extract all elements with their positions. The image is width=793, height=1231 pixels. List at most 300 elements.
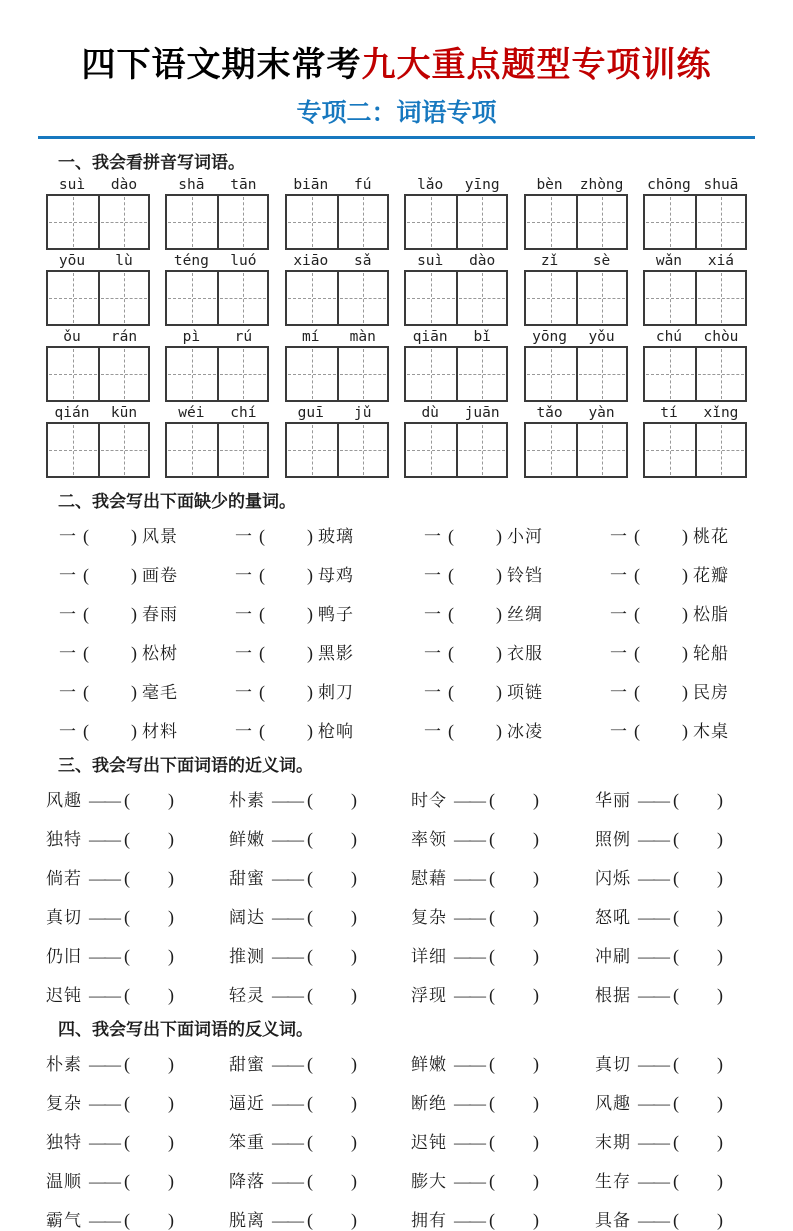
pinyin-labels bbox=[165, 177, 269, 193]
prompt-word: 鲜嫩 bbox=[229, 830, 265, 850]
open-paren: ( bbox=[259, 565, 265, 586]
writing-cell bbox=[167, 424, 217, 476]
dash: —— bbox=[454, 1211, 484, 1231]
antonym-item bbox=[229, 1089, 411, 1114]
pinyin-labels bbox=[643, 253, 747, 269]
close-paren: ) bbox=[168, 907, 174, 928]
prompt-word: 风趣 bbox=[595, 1094, 631, 1114]
prompt-word: 怒吼 bbox=[595, 908, 631, 928]
close-paren: ) bbox=[351, 907, 357, 928]
dash: —— bbox=[454, 791, 484, 811]
writing-box bbox=[165, 422, 269, 478]
open-paren: ( bbox=[259, 643, 265, 664]
dash: —— bbox=[89, 830, 119, 850]
section4-heading: 四、我会写出下面词语的反义词。 bbox=[58, 1020, 313, 1040]
pinyin-syllable: rán bbox=[110, 329, 138, 346]
open-paren: ( bbox=[307, 907, 313, 928]
prompt-word: 华丽 bbox=[595, 791, 631, 811]
writing-box bbox=[285, 346, 389, 402]
pinyin-syllable: suì bbox=[58, 177, 86, 194]
antonym-item bbox=[595, 1167, 747, 1192]
writing-cell bbox=[167, 196, 217, 248]
item-prefix: 一 bbox=[424, 722, 441, 742]
open-paren: ( bbox=[489, 985, 495, 1006]
measure-word-item bbox=[59, 717, 235, 742]
synonym-grid bbox=[46, 786, 747, 1006]
synonym-item bbox=[411, 825, 595, 850]
pinyin-syllable: wǎn bbox=[655, 253, 683, 270]
item-prefix: 一 bbox=[235, 527, 252, 547]
prompt-word: 照例 bbox=[595, 830, 631, 850]
open-paren: ( bbox=[489, 829, 495, 850]
pinyin-syllable: rú bbox=[234, 329, 253, 346]
close-paren: ) bbox=[131, 721, 137, 742]
open-paren: ( bbox=[307, 868, 313, 889]
pinyin-syllable: fú bbox=[354, 177, 372, 194]
measure-word-item bbox=[610, 717, 747, 742]
prompt-word: 迟钝 bbox=[46, 986, 82, 1006]
dash: —— bbox=[638, 1055, 668, 1075]
pinyin-syllable: tǎo bbox=[536, 405, 563, 422]
pinyin-word-group bbox=[46, 177, 150, 250]
measure-word-noun: 铃铛 bbox=[507, 566, 543, 586]
prompt-word: 慰藉 bbox=[411, 869, 447, 889]
measure-word-item bbox=[59, 678, 235, 703]
pinyin-labels bbox=[643, 177, 747, 193]
open-paren: ( bbox=[307, 1054, 313, 1075]
open-paren: ( bbox=[489, 1093, 495, 1114]
writing-cell bbox=[337, 196, 387, 248]
writing-cell bbox=[406, 196, 456, 248]
close-paren: ) bbox=[168, 1093, 174, 1114]
measure-word-noun: 花瓣 bbox=[693, 566, 729, 586]
dash: —— bbox=[89, 908, 119, 928]
item-prefix: 一 bbox=[424, 566, 441, 586]
open-paren: ( bbox=[124, 946, 130, 967]
writing-box bbox=[404, 422, 508, 478]
measure-word-item bbox=[424, 561, 610, 586]
measure-word-noun: 轮船 bbox=[693, 644, 729, 664]
close-paren: ) bbox=[533, 868, 539, 889]
measure-word-item bbox=[235, 522, 424, 547]
writing-cell bbox=[695, 272, 745, 324]
writing-cell bbox=[337, 348, 387, 400]
pinyin-syllable: téng bbox=[173, 253, 209, 270]
dash: —— bbox=[638, 1094, 668, 1114]
pinyin-syllable: guī bbox=[297, 405, 324, 422]
measure-word-noun: 春雨 bbox=[142, 605, 178, 625]
measure-word-item bbox=[235, 639, 424, 664]
prompt-word: 冲刷 bbox=[595, 947, 631, 967]
pinyin-word-group bbox=[524, 253, 628, 326]
item-prefix: 一 bbox=[235, 683, 252, 703]
pinyin-row bbox=[46, 177, 747, 250]
close-paren: ) bbox=[307, 643, 313, 664]
prompt-word: 朴素 bbox=[46, 1055, 82, 1075]
prompt-word: 风趣 bbox=[46, 791, 82, 811]
section2-heading: 二、我会写出下面缺少的量词。 bbox=[58, 492, 296, 512]
measure-word-noun: 刺刀 bbox=[318, 683, 354, 703]
prompt-word: 倘若 bbox=[46, 869, 82, 889]
measure-word-item bbox=[424, 522, 610, 547]
close-paren: ) bbox=[307, 565, 313, 586]
pinyin-syllable: qiān bbox=[412, 329, 448, 346]
close-paren: ) bbox=[168, 946, 174, 967]
open-paren: ( bbox=[307, 1093, 313, 1114]
close-paren: ) bbox=[131, 526, 137, 547]
synonym-item bbox=[411, 903, 595, 928]
dash: —— bbox=[638, 986, 668, 1006]
pinyin-labels bbox=[404, 253, 508, 269]
pinyin-syllable: lù bbox=[115, 253, 133, 270]
measure-word-item bbox=[610, 639, 747, 664]
prompt-word: 甜蜜 bbox=[229, 1055, 265, 1075]
pinyin-syllable: yīng bbox=[464, 177, 500, 194]
close-paren: ) bbox=[351, 1132, 357, 1153]
antonym-item bbox=[229, 1167, 411, 1192]
close-paren: ) bbox=[307, 721, 313, 742]
pinyin-syllable: pì bbox=[182, 329, 201, 346]
open-paren: ( bbox=[83, 682, 89, 703]
open-paren: ( bbox=[307, 829, 313, 850]
open-paren: ( bbox=[673, 946, 679, 967]
open-paren: ( bbox=[124, 1210, 130, 1231]
measure-word-noun: 桃花 bbox=[693, 527, 729, 547]
close-paren: ) bbox=[682, 721, 688, 742]
open-paren: ( bbox=[307, 1132, 313, 1153]
open-paren: ( bbox=[307, 985, 313, 1006]
antonym-item bbox=[595, 1128, 747, 1153]
item-prefix: 一 bbox=[235, 605, 252, 625]
dash: —— bbox=[272, 791, 302, 811]
close-paren: ) bbox=[717, 907, 723, 928]
writing-cell bbox=[98, 272, 148, 324]
antonym-item bbox=[46, 1167, 229, 1192]
writing-cell bbox=[526, 424, 576, 476]
close-paren: ) bbox=[168, 1132, 174, 1153]
open-paren: ( bbox=[673, 907, 679, 928]
close-paren: ) bbox=[168, 1171, 174, 1192]
measure-word-noun: 衣服 bbox=[507, 644, 543, 664]
close-paren: ) bbox=[168, 868, 174, 889]
writing-box bbox=[285, 422, 389, 478]
close-paren: ) bbox=[682, 643, 688, 664]
measure-word-noun: 枪响 bbox=[318, 722, 354, 742]
measure-word-noun: 画卷 bbox=[142, 566, 178, 586]
pinyin-labels bbox=[404, 405, 508, 421]
pinyin-syllable: zǐ bbox=[540, 253, 559, 270]
open-paren: ( bbox=[124, 907, 130, 928]
close-paren: ) bbox=[496, 682, 502, 703]
close-paren: ) bbox=[533, 1093, 539, 1114]
open-paren: ( bbox=[489, 868, 495, 889]
open-paren: ( bbox=[634, 682, 640, 703]
open-paren: ( bbox=[673, 1210, 679, 1231]
measure-word-noun: 小河 bbox=[507, 527, 543, 547]
dash: —— bbox=[454, 1133, 484, 1153]
writing-cell bbox=[48, 348, 98, 400]
open-paren: ( bbox=[83, 526, 89, 547]
close-paren: ) bbox=[496, 526, 502, 547]
section-pinyin bbox=[46, 148, 747, 478]
writing-box bbox=[285, 194, 389, 250]
prompt-word: 断绝 bbox=[411, 1094, 447, 1114]
writing-box bbox=[404, 194, 508, 250]
antonym-item bbox=[229, 1128, 411, 1153]
dash: —— bbox=[89, 986, 119, 1006]
writing-box bbox=[524, 194, 628, 250]
dash: —— bbox=[638, 1211, 668, 1231]
open-paren: ( bbox=[489, 1132, 495, 1153]
measure-word-item bbox=[424, 717, 610, 742]
dash: —— bbox=[272, 1055, 302, 1075]
synonym-item bbox=[46, 903, 229, 928]
pinyin-labels bbox=[46, 253, 150, 269]
pinyin-word-group bbox=[524, 405, 628, 478]
prompt-word: 详细 bbox=[411, 947, 447, 967]
dash: —— bbox=[638, 830, 668, 850]
close-paren: ) bbox=[717, 790, 723, 811]
close-paren: ) bbox=[717, 1132, 723, 1153]
pinyin-word-group bbox=[285, 405, 389, 478]
measure-word-item bbox=[59, 600, 235, 625]
pinyin-syllable: chòu bbox=[703, 329, 739, 346]
close-paren: ) bbox=[168, 985, 174, 1006]
prompt-word: 降落 bbox=[229, 1172, 265, 1192]
item-prefix: 一 bbox=[610, 722, 627, 742]
pinyin-syllable: biān bbox=[293, 177, 329, 194]
measure-word-item bbox=[235, 600, 424, 625]
antonym-item bbox=[411, 1089, 595, 1114]
pinyin-word-group bbox=[285, 329, 389, 402]
open-paren: ( bbox=[124, 1093, 130, 1114]
measure-word-item bbox=[610, 522, 747, 547]
synonym-item bbox=[411, 981, 595, 1006]
dash: —— bbox=[454, 869, 484, 889]
pinyin-labels bbox=[524, 405, 628, 421]
pinyin-syllable: lǎo bbox=[417, 177, 444, 194]
open-paren: ( bbox=[673, 985, 679, 1006]
pinyin-syllable: suì bbox=[417, 253, 444, 270]
close-paren: ) bbox=[351, 1210, 357, 1231]
item-prefix: 一 bbox=[59, 683, 76, 703]
pinyin-word-group bbox=[404, 405, 508, 478]
close-paren: ) bbox=[351, 985, 357, 1006]
antonym-item bbox=[411, 1167, 595, 1192]
synonym-item bbox=[229, 825, 411, 850]
measure-word-noun: 松树 bbox=[142, 644, 178, 664]
open-paren: ( bbox=[448, 643, 454, 664]
close-paren: ) bbox=[131, 565, 137, 586]
pinyin-labels bbox=[643, 329, 747, 345]
open-paren: ( bbox=[448, 721, 454, 742]
open-paren: ( bbox=[124, 868, 130, 889]
writing-box bbox=[46, 194, 150, 250]
item-prefix: 一 bbox=[610, 605, 627, 625]
measure-word-item bbox=[610, 600, 747, 625]
writing-cell bbox=[406, 424, 456, 476]
dash: —— bbox=[89, 791, 119, 811]
close-paren: ) bbox=[168, 829, 174, 850]
prompt-word: 轻灵 bbox=[229, 986, 265, 1006]
prompt-word: 浮现 bbox=[411, 986, 447, 1006]
dash: —— bbox=[89, 1211, 119, 1231]
open-paren: ( bbox=[673, 1171, 679, 1192]
pinyin-word-group bbox=[285, 253, 389, 326]
close-paren: ) bbox=[307, 604, 313, 625]
open-paren: ( bbox=[673, 1132, 679, 1153]
pinyin-syllable: dào bbox=[469, 253, 496, 270]
section-synonyms bbox=[46, 751, 747, 1006]
open-paren: ( bbox=[448, 682, 454, 703]
measure-word-noun: 丝绸 bbox=[507, 605, 543, 625]
title-red-part: 九大重点题型专项训练 bbox=[361, 47, 712, 84]
close-paren: ) bbox=[351, 1171, 357, 1192]
measure-word-noun: 冰凌 bbox=[507, 722, 543, 742]
synonym-item bbox=[595, 786, 747, 811]
open-paren: ( bbox=[124, 829, 130, 850]
pinyin-syllable: dù bbox=[421, 405, 439, 422]
synonym-item bbox=[411, 864, 595, 889]
synonym-item bbox=[411, 942, 595, 967]
pinyin-word-group bbox=[643, 177, 747, 250]
pinyin-word-group bbox=[404, 177, 508, 250]
open-paren: ( bbox=[307, 946, 313, 967]
close-paren: ) bbox=[533, 1210, 539, 1231]
prompt-word: 温顺 bbox=[46, 1172, 82, 1192]
close-paren: ) bbox=[533, 1171, 539, 1192]
measure-word-item bbox=[424, 600, 610, 625]
close-paren: ) bbox=[682, 682, 688, 703]
measure-word-item bbox=[610, 678, 747, 703]
pinyin-labels bbox=[524, 177, 628, 193]
prompt-word: 率领 bbox=[411, 830, 447, 850]
prompt-word: 时令 bbox=[411, 791, 447, 811]
prompt-word: 膨大 bbox=[411, 1172, 447, 1192]
writing-cell bbox=[645, 348, 695, 400]
writing-cell bbox=[576, 424, 626, 476]
writing-cell bbox=[456, 348, 506, 400]
dash: —— bbox=[272, 1094, 302, 1114]
writing-cell bbox=[526, 196, 576, 248]
prompt-word: 生存 bbox=[595, 1172, 631, 1192]
close-paren: ) bbox=[533, 1054, 539, 1075]
close-paren: ) bbox=[533, 1132, 539, 1153]
open-paren: ( bbox=[634, 565, 640, 586]
pinyin-syllable: xiá bbox=[707, 253, 735, 270]
measure-word-item bbox=[59, 561, 235, 586]
measure-word-noun: 母鸡 bbox=[318, 566, 354, 586]
pinyin-syllable: juān bbox=[464, 405, 500, 422]
writing-cell bbox=[217, 348, 267, 400]
synonym-item bbox=[229, 864, 411, 889]
writing-cell bbox=[217, 196, 267, 248]
prompt-word: 笨重 bbox=[229, 1133, 265, 1153]
close-paren: ) bbox=[533, 985, 539, 1006]
close-paren: ) bbox=[168, 1054, 174, 1075]
measure-word-noun: 鸭子 bbox=[318, 605, 354, 625]
item-prefix: 一 bbox=[235, 566, 252, 586]
measure-word-noun: 风景 bbox=[142, 527, 178, 547]
prompt-word: 霸气 bbox=[46, 1211, 82, 1231]
pinyin-syllable: shuā bbox=[703, 177, 739, 194]
prompt-word: 阔达 bbox=[229, 908, 265, 928]
title-black-part: 四下语文期末常考 bbox=[81, 47, 362, 84]
prompt-word: 末期 bbox=[595, 1133, 631, 1153]
open-paren: ( bbox=[83, 604, 89, 625]
writing-cell bbox=[98, 196, 148, 248]
writing-cell bbox=[576, 272, 626, 324]
pinyin-word-group bbox=[643, 329, 747, 402]
writing-box bbox=[165, 270, 269, 326]
open-paren: ( bbox=[673, 1054, 679, 1075]
item-prefix: 一 bbox=[610, 644, 627, 664]
close-paren: ) bbox=[717, 1210, 723, 1231]
synonym-item bbox=[229, 981, 411, 1006]
close-paren: ) bbox=[351, 868, 357, 889]
pinyin-syllable: xǐng bbox=[703, 405, 739, 422]
close-paren: ) bbox=[533, 907, 539, 928]
pinyin-syllable: sǎ bbox=[354, 253, 372, 270]
dash: —— bbox=[454, 1094, 484, 1114]
pinyin-syllable: chú bbox=[655, 329, 683, 346]
close-paren: ) bbox=[496, 643, 502, 664]
item-prefix: 一 bbox=[59, 566, 76, 586]
close-paren: ) bbox=[307, 526, 313, 547]
synonym-item bbox=[229, 786, 411, 811]
pinyin-labels bbox=[46, 329, 150, 345]
close-paren: ) bbox=[682, 604, 688, 625]
pinyin-labels bbox=[285, 177, 389, 193]
open-paren: ( bbox=[259, 721, 265, 742]
close-paren: ) bbox=[131, 643, 137, 664]
antonym-item bbox=[411, 1128, 595, 1153]
writing-cell bbox=[337, 424, 387, 476]
open-paren: ( bbox=[489, 1171, 495, 1192]
writing-cell bbox=[48, 196, 98, 248]
item-prefix: 一 bbox=[610, 527, 627, 547]
synonym-item bbox=[595, 864, 747, 889]
open-paren: ( bbox=[124, 790, 130, 811]
writing-box bbox=[165, 346, 269, 402]
open-paren: ( bbox=[673, 790, 679, 811]
dash: —— bbox=[89, 1055, 119, 1075]
open-paren: ( bbox=[124, 1171, 130, 1192]
open-paren: ( bbox=[307, 790, 313, 811]
open-paren: ( bbox=[83, 721, 89, 742]
synonym-item bbox=[229, 942, 411, 967]
open-paren: ( bbox=[634, 604, 640, 625]
writing-box bbox=[46, 270, 150, 326]
dash: —— bbox=[454, 1172, 484, 1192]
writing-cell bbox=[337, 272, 387, 324]
dash: —— bbox=[272, 830, 302, 850]
pinyin-syllable: kūn bbox=[110, 405, 138, 422]
measure-word-noun: 木桌 bbox=[693, 722, 729, 742]
pinyin-syllable: qián bbox=[54, 405, 90, 422]
synonym-item bbox=[46, 942, 229, 967]
dash: —— bbox=[638, 1172, 668, 1192]
antonym-item bbox=[411, 1206, 595, 1231]
antonym-item bbox=[411, 1050, 595, 1075]
pinyin-syllable: shā bbox=[178, 177, 205, 194]
dash: —— bbox=[272, 869, 302, 889]
pinyin-syllable: yōng bbox=[532, 329, 568, 346]
measure-word-item bbox=[610, 561, 747, 586]
open-paren: ( bbox=[259, 526, 265, 547]
pinyin-word-group bbox=[46, 405, 150, 478]
open-paren: ( bbox=[259, 604, 265, 625]
